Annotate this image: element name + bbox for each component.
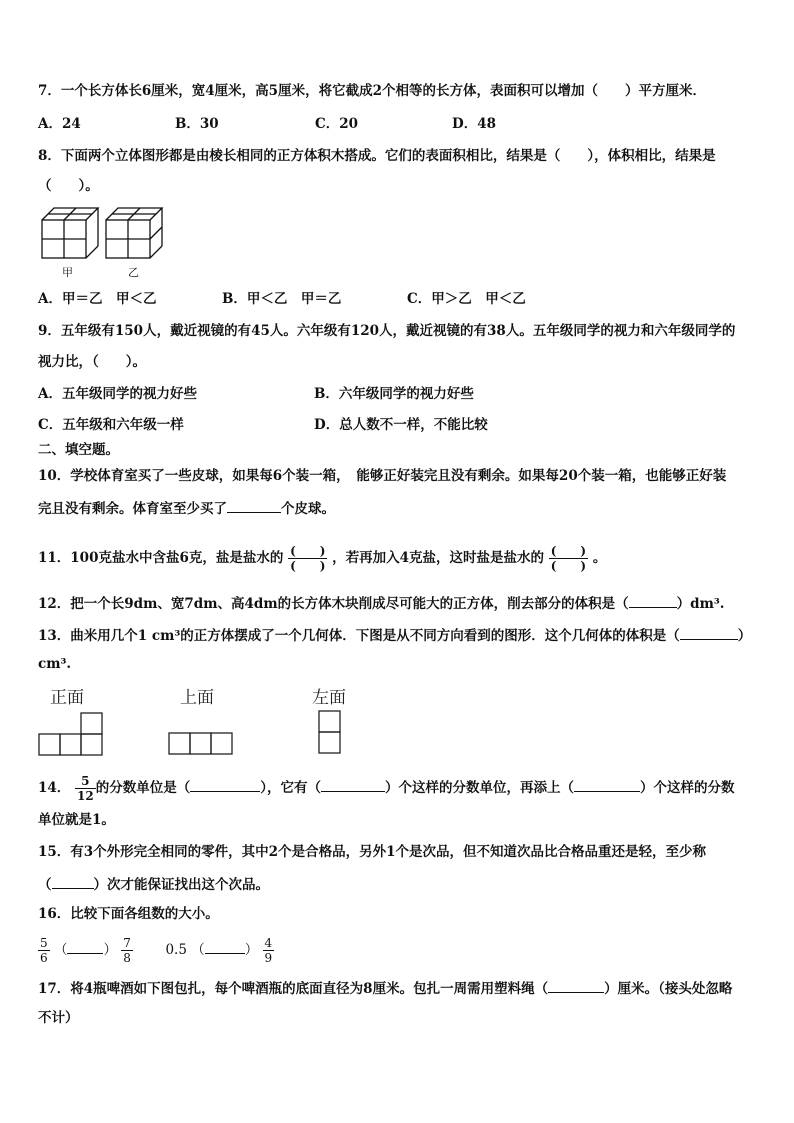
q14-text-c: ）个这样的分数单位，再添上（ [384, 780, 574, 796]
q8-option-c[interactable]: C．甲＞乙 甲＜乙 [407, 291, 526, 307]
q8-option-b[interactable]: B．甲＜乙 甲＝乙 [222, 291, 342, 307]
q10-text-a: 完且没有剩余。体育室至少买了 [38, 501, 227, 517]
q9-line2: 视力比，（ ）。 [38, 354, 146, 370]
q16-text: 16．比较下面各组数的大小。 [38, 906, 219, 922]
q9-option-d[interactable]: D．总人数不一样，不能比较 [314, 417, 488, 433]
q14-text-a: 的分数单位是（ [95, 780, 191, 796]
q8-line1: 8．下面两个立体图形都是由棱长相同的正方体积木搭成。它们的表面积相比，结果是（ ），体积相比，结果是 [38, 148, 716, 164]
q15-text-b: ）次才能保证找出这个次品。 [93, 877, 269, 893]
section-heading: 二、填空题。 [38, 442, 119, 458]
q17-line2: 不计） [38, 1010, 79, 1026]
q8-option-a[interactable]: A．甲＝乙 甲＜乙 [38, 291, 157, 307]
q15-answer-blank[interactable] [52, 874, 94, 889]
q14-blank-unit[interactable] [190, 777, 260, 792]
q11-fraction-blank-2[interactable]: $\frac{( )}{( )}$ [550, 544, 587, 573]
q9-option-a[interactable]: A．五年级同学的视力好些 [38, 386, 197, 402]
q10-answer-blank[interactable] [227, 498, 281, 513]
q14-blank-add[interactable] [574, 777, 640, 792]
yi-label: 乙 [128, 266, 139, 279]
q8-cube-figure [36, 200, 166, 280]
q16-rparen-1: ） [103, 942, 117, 958]
q11-line [38, 544, 606, 573]
q16-frac-4-9: $\frac{4}{9}$ [264, 936, 273, 965]
q8-line2: （ ）。 [38, 178, 99, 194]
q16-compare-row [38, 936, 274, 965]
q7-option-c[interactable]: C．20 [315, 116, 359, 132]
q9-line1: 9．五年级有150人，戴近视镜的有45人。六年级有120人，戴近视镜的有38人。五年级同学的视力和六年级同学的 [38, 323, 736, 339]
q9-option-b[interactable]: B．六年级同学的视力好些 [314, 386, 474, 402]
q11-fraction-blank-1[interactable]: $\frac{( )}{( )}$ [290, 544, 326, 573]
q7-text: 7．一个长方体长6厘米，宽4厘米，高5厘米，将它截成2个相等的长方体，表面积可以增加（ ）平方厘米． [38, 83, 706, 99]
q7-option-a[interactable]: A．24 [38, 116, 81, 132]
q12-text-b: ）dm³. [676, 596, 725, 612]
q17-line1 [38, 978, 732, 998]
q13-answer-blank[interactable] [680, 625, 738, 640]
q14-line1 [38, 774, 734, 803]
q11-text-a: 11．100克盐水中含盐6克，盐是盐水的 [38, 550, 284, 566]
q7-option-b[interactable]: B．30 [175, 116, 219, 132]
q16-lparen-2: （ [191, 942, 205, 958]
left-view-figure [318, 710, 342, 756]
q16-frac-7-8: $\frac{7}{8}$ [123, 936, 131, 965]
q16-blank-1[interactable] [67, 939, 103, 954]
q15-line1: 15．有3个外形完全相同的零件，其中2个是合格品，另外1个是次品，但不知道次品比合格品重还是轻，至少称 [38, 844, 706, 860]
q14-text-d: ）个这样的分数 [639, 780, 735, 796]
q7-option-d[interactable]: D．48 [452, 116, 496, 132]
q15-lparen: （ [38, 877, 52, 893]
view-label-top: 上面 [180, 688, 214, 708]
q9-option-c[interactable]: C．五年级和六年级一样 [38, 417, 184, 433]
q17-answer-blank[interactable] [548, 978, 604, 993]
q11-text-b: ，若再加入4克盐，这时盐是盐水的 [332, 550, 545, 566]
view-label-left: 左面 [312, 688, 346, 708]
q16-blank-2[interactable] [205, 939, 245, 954]
q15-line2 [38, 874, 269, 894]
q14-blank-count[interactable] [321, 777, 385, 792]
front-view-figure [38, 712, 104, 756]
q10-text-b: 个皮球。 [281, 501, 335, 517]
q13-text-b: ） [737, 628, 752, 644]
q13-line2: cm³. [38, 656, 72, 672]
q16-frac-5-6: $\frac{5}{6}$ [40, 936, 48, 965]
q13-line1 [38, 625, 751, 645]
q12-answer-blank[interactable] [629, 593, 677, 608]
q11-text-c: 。 [592, 550, 607, 566]
jia-label: 甲 [62, 266, 73, 279]
q16-decimal: 0.5 [165, 942, 187, 958]
q14-line2: 单位就是1。 [38, 812, 115, 828]
q16-rparen-2: ） [244, 942, 259, 958]
q17-text-a: 17．将4瓶啤酒如下图包扎，每个啤酒瓶的底面直径为8厘米。包扎一周需用塑料绳（ [38, 981, 549, 997]
q12-line [38, 593, 724, 613]
q10-line1: 10．学校体育室买了一些皮球，如果每6个装一箱， 能够正好装完且没有剩余。如果每20个装一箱，也能够正好装 [38, 468, 727, 484]
q14-fraction: $\frac{5}{12}$ [77, 774, 94, 803]
q10-line2 [38, 498, 335, 518]
q12-text-a: 12．把一个长9dm、宽7dm、高4dm的长方体木块削成尽可能大的正方体，削去部分的体积是（ [38, 596, 629, 612]
q16-lparen-1: （ [53, 942, 68, 958]
q14-text-b: ），它有（ [260, 780, 321, 796]
q17-text-b: ）厘米。（接头处忽略 [604, 981, 733, 997]
view-label-front: 正面 [50, 688, 84, 708]
q14-number: 14． [38, 780, 71, 796]
q13-text-a: 13．曲米用几个1 cm³的正方体摆成了一个几何体．下图是从不同方向看到的图形．这个几何体的体积是（ [38, 628, 680, 644]
top-view-figure [168, 732, 234, 756]
